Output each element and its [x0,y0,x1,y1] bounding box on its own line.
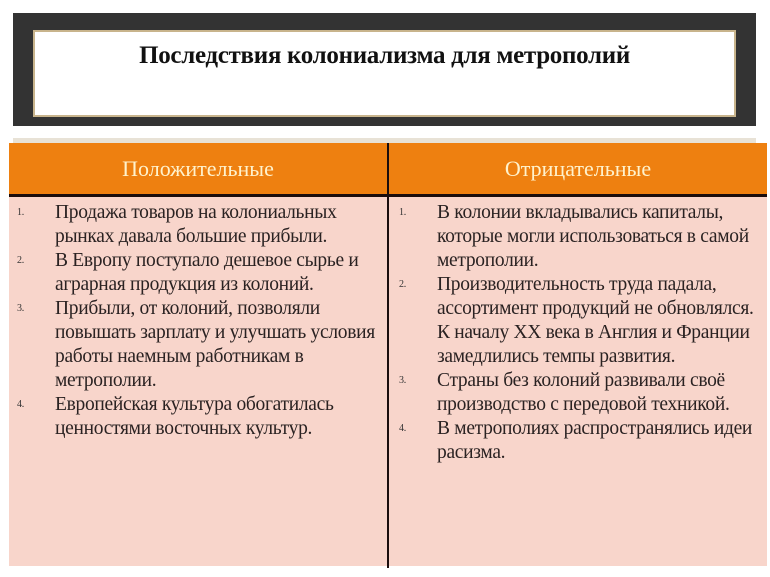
positive-column [9,201,383,441]
list-item [391,369,765,417]
list-item [391,273,765,369]
title-box [33,30,736,117]
negative-column [391,201,765,465]
item-number: 2. [399,279,406,290]
list-item [9,201,383,249]
title-frame [13,13,756,126]
item-text: Европейская культура обогатилась ценностями восточных культур. [55,394,334,439]
item-text: Страны без колоний развивали своё производство с передовой техникой. [437,370,730,415]
list-item [391,417,765,465]
list-item [9,249,383,297]
column-divider [387,143,389,568]
comparison-table [9,143,767,566]
item-number: 1. [399,207,406,218]
item-number: 1. [17,207,24,218]
list-item [391,201,765,273]
item-number: 2. [17,255,24,266]
positive-list [9,201,383,441]
item-number: 3. [17,303,24,314]
item-text: Продажа товаров на колониальных рынках давала большие прибыли. [55,202,337,247]
column-header-negative: Отрицательные [389,143,767,197]
page-title: Последствия колониализма для метрополий [139,42,630,69]
item-text: Производительность труда падала, ассортимент продукций не обновлялся. К началу XX века в Англия и Франции замедлились темпы развития. [437,274,754,367]
item-text: В колонии вкладывались капиталы, которые могли использоваться в самой метрополии. [437,202,749,271]
item-number: 4. [17,399,24,410]
item-text: В метрополиях распространялись идеи расизма. [437,418,753,463]
list-item [9,393,383,441]
negative-list [391,201,765,465]
list-item [9,297,383,393]
item-text: Прибыли, от колоний, позволяли повышать зарплату и улучшать условия работы наемным работникам в метрополии. [55,298,375,391]
column-header-positive: Положительные [9,143,387,197]
item-number: 3. [399,375,406,386]
item-number: 4. [399,423,406,434]
item-text: В Европу поступало дешевое сырье и аграрная продукция из колоний. [55,250,359,295]
